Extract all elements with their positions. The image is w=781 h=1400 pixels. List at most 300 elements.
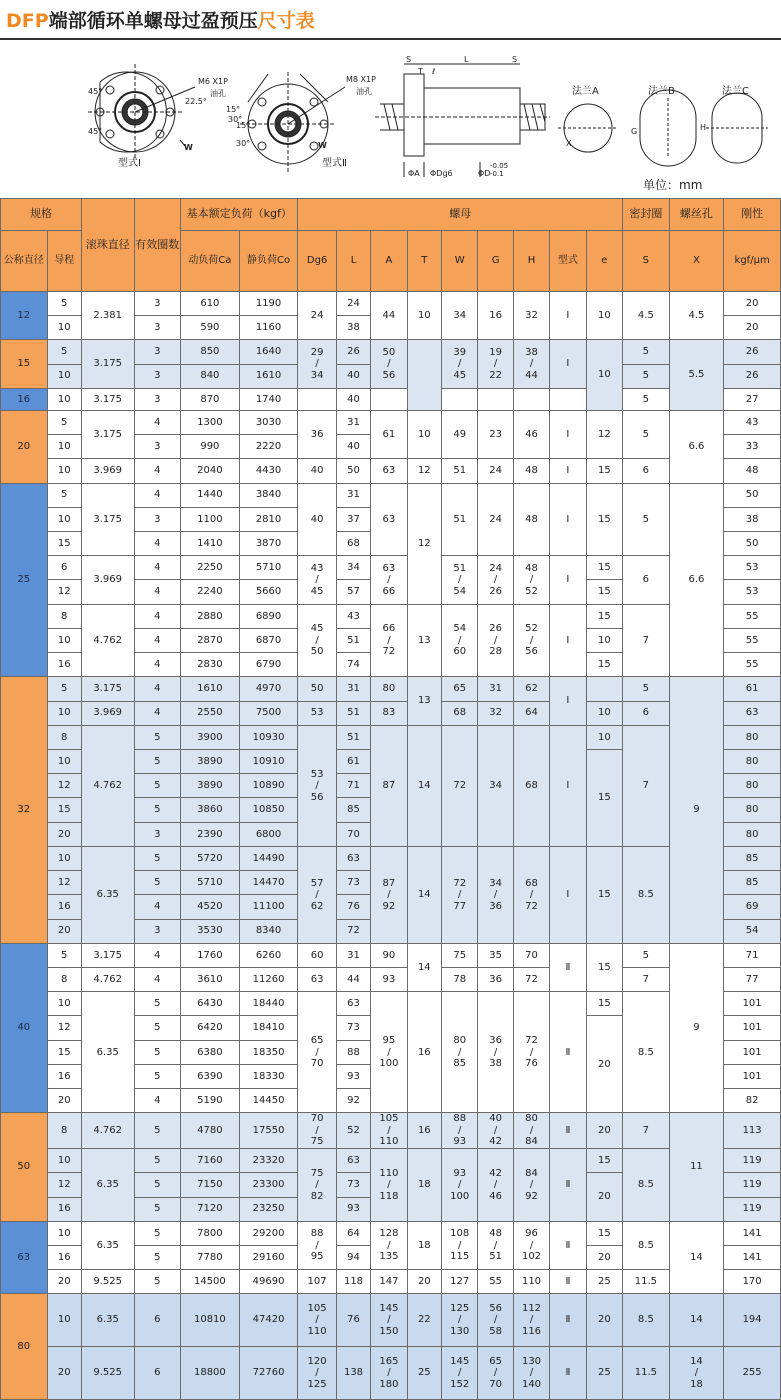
table-cell: 40 <box>336 364 370 388</box>
table-cell: 80 <box>724 725 781 749</box>
table-cell: 7 <box>623 967 670 991</box>
hdr-ca: 动负荷Ca <box>181 231 240 292</box>
table-cell: 12 <box>47 871 81 895</box>
table-cell: 4 <box>134 532 181 556</box>
table-cell: 70 <box>336 822 370 846</box>
table-cell: 6 <box>134 1294 181 1347</box>
table-cell: 3 <box>134 822 181 846</box>
technical-drawing <box>0 42 781 198</box>
table-cell: 8.5 <box>623 1221 670 1269</box>
table-row <box>1 410 781 434</box>
table-cell: 1610 <box>181 677 240 701</box>
table-cell: 62 <box>513 677 549 701</box>
table-cell: 5 <box>623 677 670 701</box>
table-cell: 9 <box>669 677 724 943</box>
table-cell: 14490 <box>239 846 298 870</box>
table-cell: Ⅰ <box>550 556 586 604</box>
table-cell: 25 <box>586 1346 622 1399</box>
table-cell: 10 <box>47 992 81 1016</box>
table-cell: 55 <box>478 1270 513 1294</box>
table-cell: 3 <box>134 388 181 410</box>
table-cell: 87 / 92 <box>371 846 407 943</box>
nominal-diameter-cell: 12 <box>1 291 48 339</box>
table-cell: 10 <box>47 1221 81 1245</box>
table-cell: 1760 <box>181 943 240 967</box>
table-cell: 4.762 <box>81 604 134 677</box>
table-cell: 4 <box>134 410 181 434</box>
table-cell: 38 <box>336 316 370 340</box>
table-cell: Ⅰ <box>550 846 586 943</box>
table-cell: 88 / 95 <box>298 1221 336 1269</box>
table-cell: 73 <box>336 1016 370 1040</box>
table-cell: 6260 <box>239 943 298 967</box>
table-cell: 50 <box>724 532 781 556</box>
table-cell: Ⅱ <box>550 1149 586 1222</box>
table-cell: 5 <box>623 340 670 364</box>
table-cell: 4 <box>134 895 181 919</box>
table-cell: 38 / 44 <box>513 340 549 388</box>
table-cell: 55 <box>724 653 781 677</box>
table-cell: Ⅰ <box>550 604 586 677</box>
table-cell: 5 <box>623 483 670 556</box>
table-cell: 83 <box>371 701 407 725</box>
table-row <box>1 701 781 725</box>
hdr-s: S <box>623 231 670 292</box>
table-cell: 14 <box>669 1221 724 1294</box>
table-cell: 80 <box>724 774 781 798</box>
table-cell: 15 <box>586 580 622 604</box>
table-cell: 8340 <box>239 919 298 943</box>
table-cell: 12 <box>407 459 441 483</box>
table-cell: 51 <box>336 701 370 725</box>
table-cell: Ⅰ <box>550 483 586 556</box>
dim-x: X <box>566 139 572 148</box>
table-cell: 54 <box>724 919 781 943</box>
table-cell: 3 <box>134 364 181 388</box>
table-cell: 95 / 100 <box>371 992 407 1113</box>
table-cell: 23320 <box>239 1149 298 1173</box>
table-cell: 5 <box>623 364 670 388</box>
table-cell: 23300 <box>239 1173 298 1197</box>
table-cell: 48 <box>513 483 549 556</box>
table-cell: 38 <box>724 507 781 531</box>
table-cell: 870 <box>181 388 240 410</box>
table-cell: 6420 <box>181 1016 240 1040</box>
dim-s: S <box>406 55 412 64</box>
table-cell: 5660 <box>239 580 298 604</box>
table-cell: 4.5 <box>669 291 724 339</box>
table-cell: 147 <box>371 1270 407 1294</box>
table-cell: 16 <box>47 1064 81 1088</box>
table-cell: 31 <box>336 677 370 701</box>
table-cell: 5 <box>134 1173 181 1197</box>
table-cell: 15 <box>586 556 622 580</box>
type1-label: 型式Ⅰ <box>118 158 141 169</box>
table-cell: 17550 <box>239 1113 298 1149</box>
table-cell: 3610 <box>181 967 240 991</box>
table-cell: 93 <box>336 1064 370 1088</box>
table-cell: 5190 <box>181 1089 240 1113</box>
table-cell: 10 <box>586 725 622 749</box>
table-cell: 43 / 45 <box>298 556 336 604</box>
table-cell: 12 <box>47 580 81 604</box>
table-cell: 26 <box>336 340 370 364</box>
table-cell: 107 <box>298 1270 336 1294</box>
table-cell: 25 <box>586 1270 622 1294</box>
table-cell: 5 <box>47 340 81 364</box>
table-cell: 7800 <box>181 1221 240 1245</box>
table-cell: 4970 <box>239 677 298 701</box>
table-cell: 40 <box>336 435 370 459</box>
table-cell: 20 <box>724 316 781 340</box>
table-cell: 55 <box>724 628 781 652</box>
table-cell: 4 <box>134 580 181 604</box>
hdr-nominal: 公称直径 <box>1 231 48 292</box>
dim-l1: ℓ <box>432 67 436 76</box>
table-cell: 20 <box>586 1016 622 1113</box>
table-cell: 44 <box>336 967 370 991</box>
table-cell: 63 <box>336 846 370 870</box>
table-body <box>1 291 781 1399</box>
table-cell: 10 <box>47 628 81 652</box>
table-cell: 6 <box>623 556 670 604</box>
table-cell: 20 <box>586 1173 622 1221</box>
table-cell: 145 / 150 <box>371 1294 407 1347</box>
table-row <box>1 1113 781 1149</box>
table-cell: 34 / 36 <box>478 846 513 943</box>
table-cell: 10 <box>407 291 441 339</box>
table-row <box>1 1346 781 1399</box>
table-cell: 20 <box>407 1270 441 1294</box>
table-cell: 15 <box>47 1040 81 1064</box>
table-cell: 5 <box>623 388 670 410</box>
dim-l: L <box>464 55 469 64</box>
table-cell: 73 <box>336 1173 370 1197</box>
table-cell: 10810 <box>181 1294 240 1347</box>
table-cell: 5 <box>134 1149 181 1173</box>
table-cell: 11260 <box>239 967 298 991</box>
table-cell <box>442 388 478 410</box>
table-row <box>1 556 781 580</box>
table-cell: 51 <box>442 483 478 556</box>
table-cell: 65 / 70 <box>478 1346 513 1399</box>
nominal-diameter-cell: 15 <box>1 340 48 388</box>
table-cell: 15 <box>586 750 622 847</box>
table-cell: 2880 <box>181 604 240 628</box>
table-cell: 110 / 118 <box>371 1149 407 1222</box>
dim-g: G <box>631 127 638 136</box>
table-cell: 15 <box>586 604 622 628</box>
table-cell: 75 / 82 <box>298 1149 336 1222</box>
angle-45b: 45° <box>88 127 103 136</box>
table-cell: 64 <box>513 701 549 725</box>
hdr-t: T <box>407 231 441 292</box>
table-cell: 80 / 84 <box>513 1113 549 1149</box>
table-cell: 75 <box>442 943 478 967</box>
table-cell <box>298 388 336 410</box>
table-cell: 5.5 <box>669 340 724 411</box>
table-row <box>1 483 781 507</box>
table-cell: 12 <box>47 1016 81 1040</box>
table-cell: 8 <box>47 1113 81 1149</box>
table-cell: 22 <box>407 1294 441 1347</box>
phi-d: ΦD <box>478 169 491 178</box>
table-cell: 63 <box>336 992 370 1016</box>
table-cell: 65 <box>442 677 478 701</box>
angle-30b: 30° <box>236 139 251 148</box>
table-cell: 3530 <box>181 919 240 943</box>
angle-225: 22.5° <box>185 97 207 106</box>
table-cell: 26 <box>724 364 781 388</box>
table-cell: 2550 <box>181 701 240 725</box>
table-cell: 3 <box>134 291 181 315</box>
table-cell: 80 / 85 <box>442 992 478 1113</box>
table-cell: 5 <box>134 798 181 822</box>
table-cell: 46 <box>513 410 549 458</box>
table-cell: 2870 <box>181 628 240 652</box>
table-cell: 7160 <box>181 1149 240 1173</box>
table-cell: 16 <box>47 1246 81 1270</box>
table-cell: 32 <box>513 291 549 339</box>
table-cell: 36 / 38 <box>478 992 513 1113</box>
table-cell: 11100 <box>239 895 298 919</box>
table-cell: Ⅰ <box>550 291 586 339</box>
table-cell: Ⅰ <box>550 677 586 725</box>
table-cell: 4 <box>134 653 181 677</box>
table-cell: 110 <box>513 1270 549 1294</box>
table-cell: Ⅱ <box>550 1270 586 1294</box>
table-cell: 5 <box>623 943 670 967</box>
table-cell: 15 <box>586 992 622 1016</box>
table-cell: 5 <box>134 1270 181 1294</box>
table-cell: 6.35 <box>81 992 134 1113</box>
table-cell <box>407 340 441 411</box>
angle-30a: 30° <box>228 115 243 124</box>
table-cell: 16 <box>47 895 81 919</box>
table-cell: 12 <box>47 1173 81 1197</box>
table-cell: 14 / 18 <box>669 1346 724 1399</box>
table-cell: 3890 <box>181 774 240 798</box>
table-cell: 10 <box>47 364 81 388</box>
table-cell: 60 <box>298 943 336 967</box>
table-cell: 11.5 <box>623 1346 670 1399</box>
table-cell: 14500 <box>181 1270 240 1294</box>
table-cell: 5 <box>134 1040 181 1064</box>
table-cell: 72 / 76 <box>513 992 549 1113</box>
table-cell: 93 / 100 <box>442 1149 478 1222</box>
table-cell <box>513 388 549 410</box>
table-cell: 2.381 <box>81 291 134 339</box>
table-cell: 5720 <box>181 846 240 870</box>
table-cell: 16 <box>47 653 81 677</box>
table-cell <box>586 677 622 701</box>
table-cell: 76 <box>336 1294 370 1347</box>
table-cell: 11.5 <box>623 1270 670 1294</box>
dim-t: T <box>418 67 423 76</box>
table-cell: 4.762 <box>81 725 134 846</box>
table-row <box>1 604 781 628</box>
title-brand: DFP <box>6 10 49 32</box>
table-cell: 1190 <box>239 291 298 315</box>
table-cell: Ⅰ <box>550 725 586 846</box>
table-cell: 10 <box>47 388 81 410</box>
table-cell: 48 <box>513 459 549 483</box>
table-cell: 1160 <box>239 316 298 340</box>
table-cell: 5 <box>134 1113 181 1149</box>
table-cell: 5 <box>134 774 181 798</box>
table-cell: 3.175 <box>81 943 134 967</box>
table-cell: 29160 <box>239 1246 298 1270</box>
table-cell: 90 <box>371 943 407 967</box>
table-cell: 50 / 56 <box>371 340 407 388</box>
table-cell: 1440 <box>181 483 240 507</box>
table-cell: 72 <box>513 967 549 991</box>
table-cell: 37 <box>336 507 370 531</box>
table-cell: 130 / 140 <box>513 1346 549 1399</box>
table-cell: 4520 <box>181 895 240 919</box>
table-cell: 68 <box>513 725 549 846</box>
hdr-dg6: Dg6 <box>298 231 336 292</box>
table-cell: 3870 <box>239 532 298 556</box>
table-cell: 6380 <box>181 1040 240 1064</box>
hdr-load: 基本额定负荷（kgf） <box>181 199 298 231</box>
table-cell: 18800 <box>181 1346 240 1399</box>
table-cell: 6.35 <box>81 1294 134 1347</box>
table-cell: 39 / 45 <box>442 340 478 388</box>
table-cell: 3 <box>134 316 181 340</box>
table-cell: 6390 <box>181 1064 240 1088</box>
table-cell: 10 <box>47 435 81 459</box>
table-cell: 18440 <box>239 992 298 1016</box>
table-cell: 7780 <box>181 1246 240 1270</box>
table-cell: 35 <box>478 943 513 967</box>
angle-15b: 15° <box>236 121 251 130</box>
table-cell: 3840 <box>239 483 298 507</box>
table-cell: 4430 <box>239 459 298 483</box>
table-cell: 1300 <box>181 410 240 434</box>
table-cell: 25 <box>407 1346 441 1399</box>
table-cell: 43 <box>336 604 370 628</box>
table-cell: 7500 <box>239 701 298 725</box>
table-cell: 55 <box>724 604 781 628</box>
nominal-diameter-cell: 40 <box>1 943 48 1113</box>
table-cell: 63 <box>371 483 407 556</box>
table-cell: 20 <box>47 919 81 943</box>
table-cell: 53 / 56 <box>298 725 336 846</box>
unit-label: 单位：mm <box>643 178 703 192</box>
table-cell: 4 <box>134 701 181 725</box>
table-cell: 6.35 <box>81 846 134 943</box>
table-cell: 49690 <box>239 1270 298 1294</box>
table-cell: 51 <box>336 628 370 652</box>
table-cell: 10 <box>47 316 81 340</box>
table-cell: 127 <box>442 1270 478 1294</box>
table-cell: 113 <box>724 1113 781 1149</box>
hdr-seal: 密封圈 <box>623 199 670 231</box>
table-cell: 34 <box>442 291 478 339</box>
table-cell: 255 <box>724 1346 781 1399</box>
table-cell: 73 <box>336 871 370 895</box>
table-cell: Ⅱ <box>550 1346 586 1399</box>
table-cell: 2810 <box>239 507 298 531</box>
table-row <box>1 846 781 870</box>
table-cell: 18 <box>407 1221 441 1269</box>
table-cell: 6.35 <box>81 1149 134 1222</box>
table-cell: 50 <box>298 677 336 701</box>
table-cell: 70 / 75 <box>298 1113 336 1149</box>
table-cell: 71 <box>724 943 781 967</box>
table-cell: 61 <box>724 677 781 701</box>
hdr-turns: 有效圈数 <box>134 199 181 292</box>
table-cell: 93 <box>336 1197 370 1221</box>
table-cell: 36 <box>298 410 336 458</box>
tol-dn: -0.1 <box>490 170 504 178</box>
table-cell: 3.175 <box>81 483 134 556</box>
table-cell: 53 <box>724 580 781 604</box>
table-cell: 8 <box>47 967 81 991</box>
table-cell: 14450 <box>239 1089 298 1113</box>
hdr-hole: 螺丝孔 <box>669 199 724 231</box>
table-cell: 34 <box>478 725 513 846</box>
table-cell: 77 <box>724 967 781 991</box>
table-cell: 4 <box>134 459 181 483</box>
table-cell: 145 / 152 <box>442 1346 478 1399</box>
table-cell: 4.5 <box>623 291 670 339</box>
table-cell: 118 <box>336 1270 370 1294</box>
nominal-diameter-cell: 32 <box>1 677 48 943</box>
table-cell: 2830 <box>181 653 240 677</box>
table-cell: 1610 <box>239 364 298 388</box>
table-cell: 15 <box>586 846 622 943</box>
table-cell: 14470 <box>239 871 298 895</box>
table-cell: 8.5 <box>623 992 670 1113</box>
hdr-h: H <box>513 231 549 292</box>
table-cell: 3 <box>134 507 181 531</box>
table-cell: 8.5 <box>623 1149 670 1222</box>
table-cell: 27 <box>724 388 781 410</box>
table-cell: 71 <box>336 774 370 798</box>
table-cell: 12 <box>586 410 622 458</box>
table-cell: 108 / 115 <box>442 1221 478 1269</box>
table-cell: 85 <box>724 871 781 895</box>
table-cell: 2390 <box>181 822 240 846</box>
table-cell: 6 <box>623 701 670 725</box>
table-cell: 165 / 180 <box>371 1346 407 1399</box>
table-cell: Ⅱ <box>550 1113 586 1149</box>
table-cell: 29200 <box>239 1221 298 1245</box>
table-cell: 44 <box>371 291 407 339</box>
thread-m8: M8 X1P <box>346 75 376 84</box>
table-cell: 80 <box>371 677 407 701</box>
hdr-w: W <box>442 231 478 292</box>
table-cell: 112 / 116 <box>513 1294 549 1347</box>
table-cell: 6800 <box>239 822 298 846</box>
table-cell: 3.969 <box>81 556 134 604</box>
table-cell: 6.35 <box>81 1221 134 1269</box>
table-cell: 3 <box>134 435 181 459</box>
table-cell: 101 <box>724 1016 781 1040</box>
table-cell: 14 <box>669 1294 724 1347</box>
table-cell: 92 <box>336 1089 370 1113</box>
table-cell: 5 <box>47 291 81 315</box>
table-cell: 51 / 54 <box>442 556 478 604</box>
table-cell: 88 <box>336 1040 370 1064</box>
phi-dg6: ΦDg6 <box>430 169 453 178</box>
hdr-spec: 规格 <box>1 199 82 231</box>
table-cell: 4 <box>134 943 181 967</box>
oil-hole-1: 油孔 <box>210 89 226 98</box>
table-cell: 80 <box>724 822 781 846</box>
